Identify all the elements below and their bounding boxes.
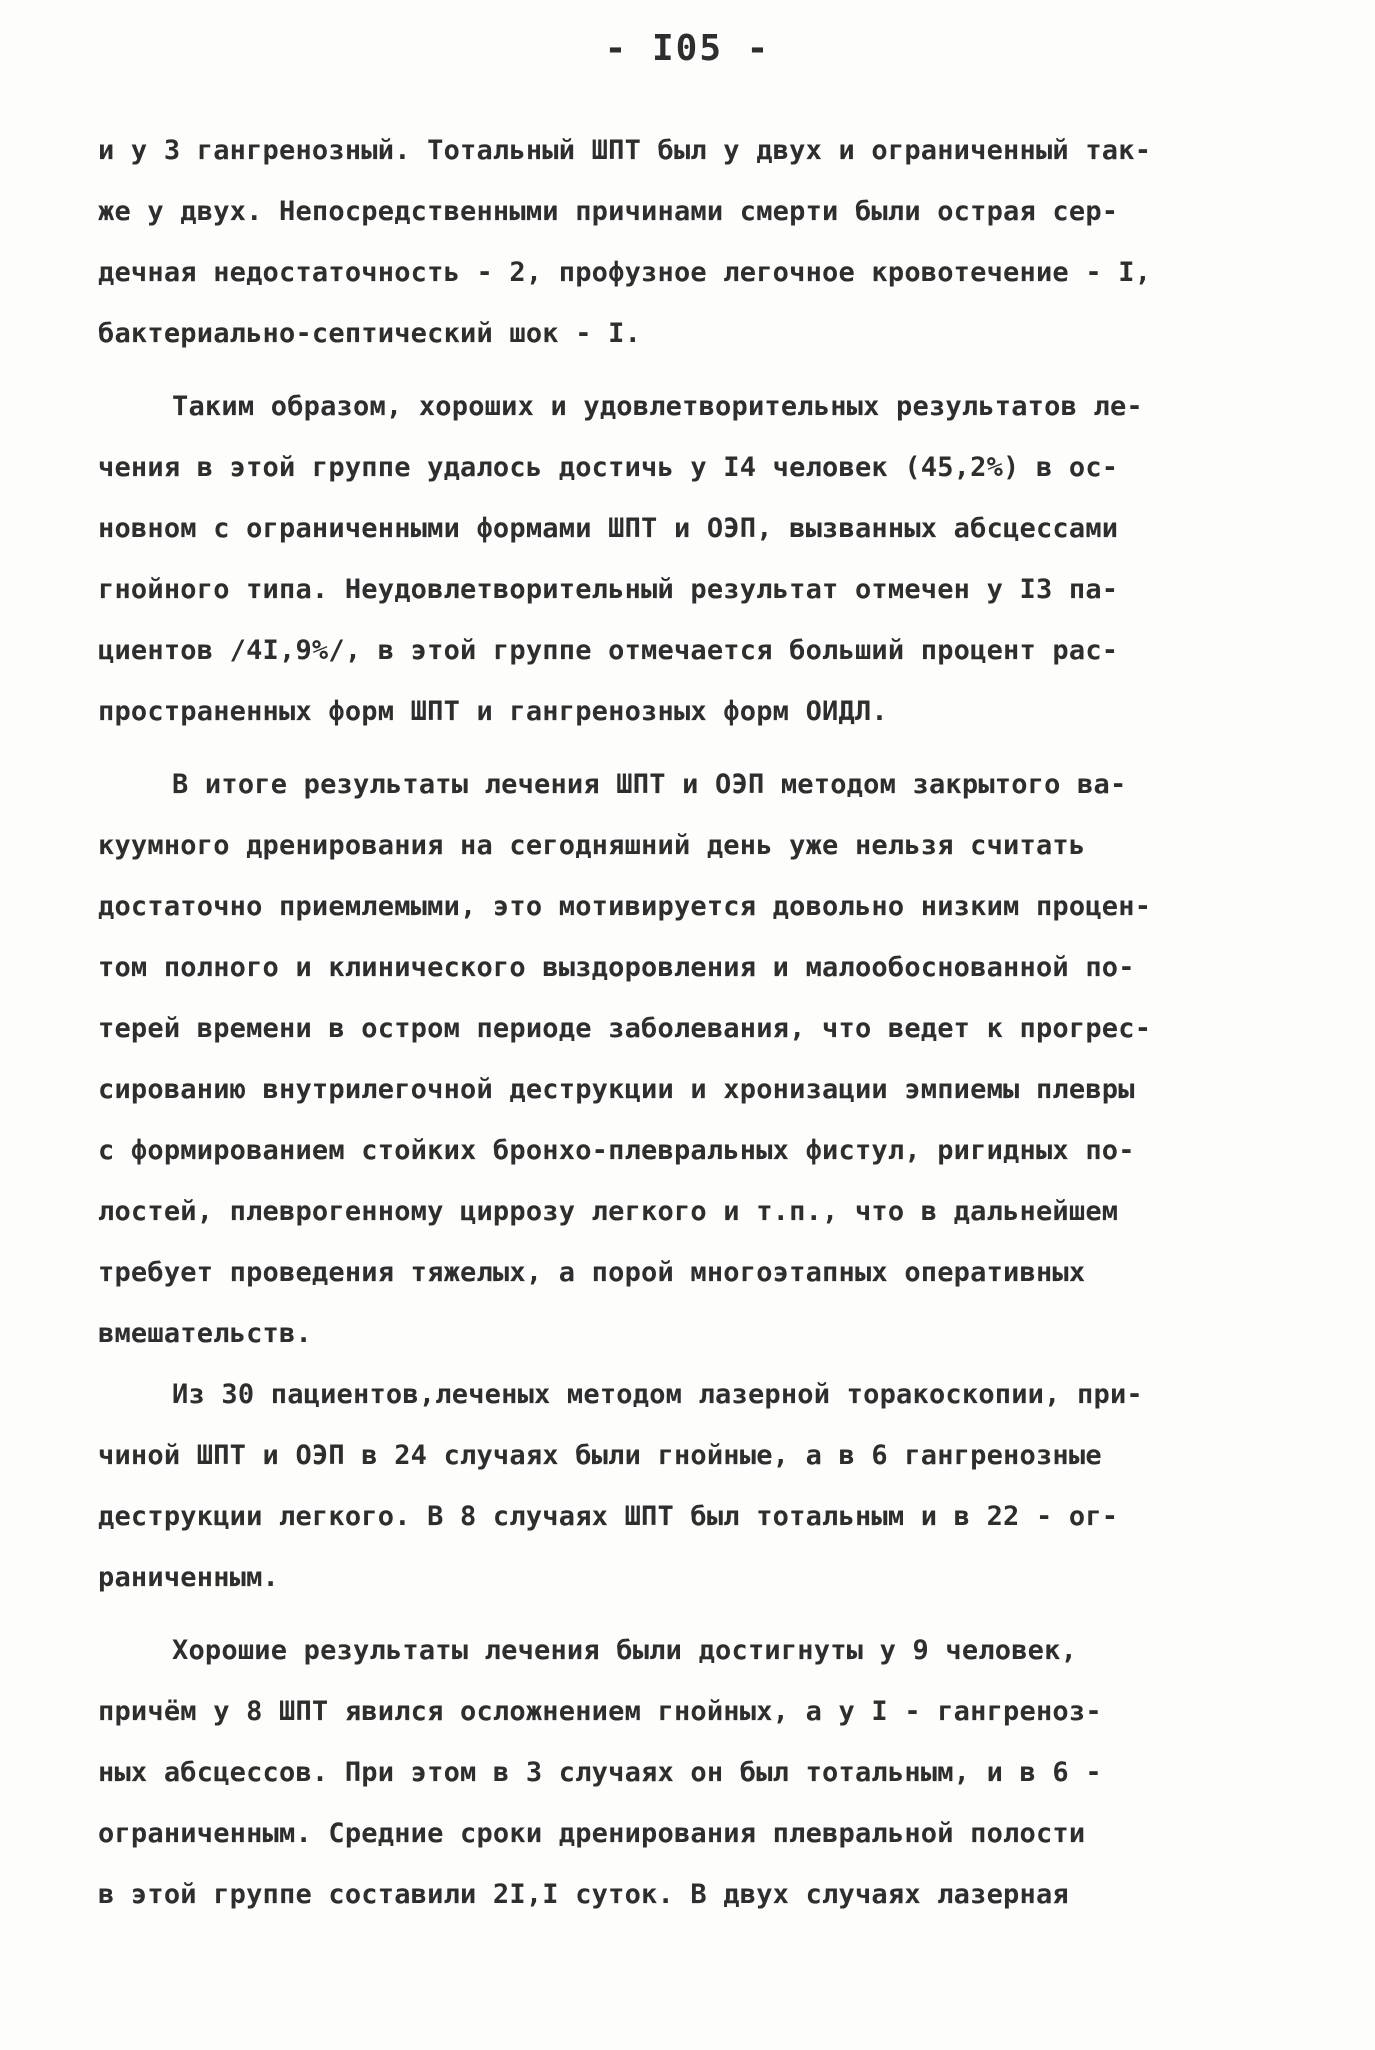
text-line: достаточно приемлемыми, это мотивируется довольно низким процен- bbox=[98, 891, 1152, 922]
page-number: - I05 - bbox=[604, 28, 771, 69]
text-line: пространенных форм ШПТ и гангренозных форм ОИДЛ. bbox=[98, 696, 888, 727]
text-line: сированию внутрилегочной деструкции и хронизации эмпиемы плевры bbox=[98, 1074, 1135, 1105]
text-line: ограниченным. Средние сроки дренирования плевральной полости bbox=[98, 1818, 1086, 1849]
text-line: Таким образом, хороших и удовлетворительных результатов ле- bbox=[172, 391, 1143, 422]
text-line: в этой группе составили 2I,I суток. В двух случаях лазерная bbox=[98, 1879, 1069, 1910]
text-line: деструкции легкого. В 8 случаях ШПТ был тотальным и в 22 - ог- bbox=[98, 1501, 1119, 1532]
text-line: В итоге результаты лечения ШПТ и ОЭП методом закрытого ва- bbox=[172, 769, 1127, 800]
text-line: ных абсцессов. При этом в 3 случаях он был тотальным, и в 6 - bbox=[98, 1757, 1102, 1788]
text-line: том полного и клинического выздоровления и малообоснованной по- bbox=[98, 952, 1135, 983]
text-line: бактериально-септический шок - I. bbox=[98, 318, 642, 349]
text-line: гнойного типа. Неудовлетворительный результат отмечен у I3 па- bbox=[98, 574, 1119, 605]
text-line: раниченным. bbox=[98, 1562, 280, 1593]
text-line: требует проведения тяжелых, а порой многоэтапных оперативных bbox=[98, 1257, 1086, 1288]
text-line: и у 3 гангренозный. Тотальный ШПТ был у двух и ограниченный так- bbox=[98, 135, 1152, 166]
text-line: с формированием стойких бронхо-плевральных фистул, ригидных по- bbox=[98, 1135, 1135, 1166]
text-line: вмешательств. bbox=[98, 1318, 312, 1349]
text-line: лостей, плеврогенному циррозу легкого и т.п., что в дальнейшем bbox=[98, 1196, 1119, 1227]
paragraph-gap bbox=[98, 364, 1288, 376]
text-line: циентов /4I,9%/, в этой группе отмечается больший процент рас- bbox=[98, 635, 1119, 666]
text-line: причём у 8 ШПТ явился осложнением гнойных, а у I - гангреноз- bbox=[98, 1696, 1102, 1727]
text-line: чения в этой группе удалось достичь у I4 человек (45,2%) в ос- bbox=[98, 452, 1119, 483]
text-line: дечная недостаточность - 2, профузное легочное кровотечение - I, bbox=[98, 257, 1152, 288]
text-line: же у двух. Непосредственными причинами смерти были острая сер- bbox=[98, 196, 1119, 227]
text-line: Хорошие результаты лечения были достигнуты у 9 человек, bbox=[172, 1635, 1078, 1666]
text-line: Из 30 пациентов,леченых методом лазерной торакоскопии, при- bbox=[172, 1379, 1143, 1410]
body-text bbox=[98, 120, 1288, 1925]
paragraph-gap bbox=[98, 1608, 1288, 1620]
text-line: новном с ограниченными формами ШПТ и ОЭП, вызванных абсцессами bbox=[98, 513, 1119, 544]
text-line: чиной ШПТ и ОЭП в 24 случаях были гнойные, а в 6 гангренозные bbox=[98, 1440, 1102, 1471]
text-line: терей времени в остром периоде заболевания, что ведет к прогрес- bbox=[98, 1013, 1152, 1044]
paragraph-gap bbox=[98, 742, 1288, 754]
text-line: куумного дренирования на сегодняшний день уже нельзя считать bbox=[98, 830, 1086, 861]
